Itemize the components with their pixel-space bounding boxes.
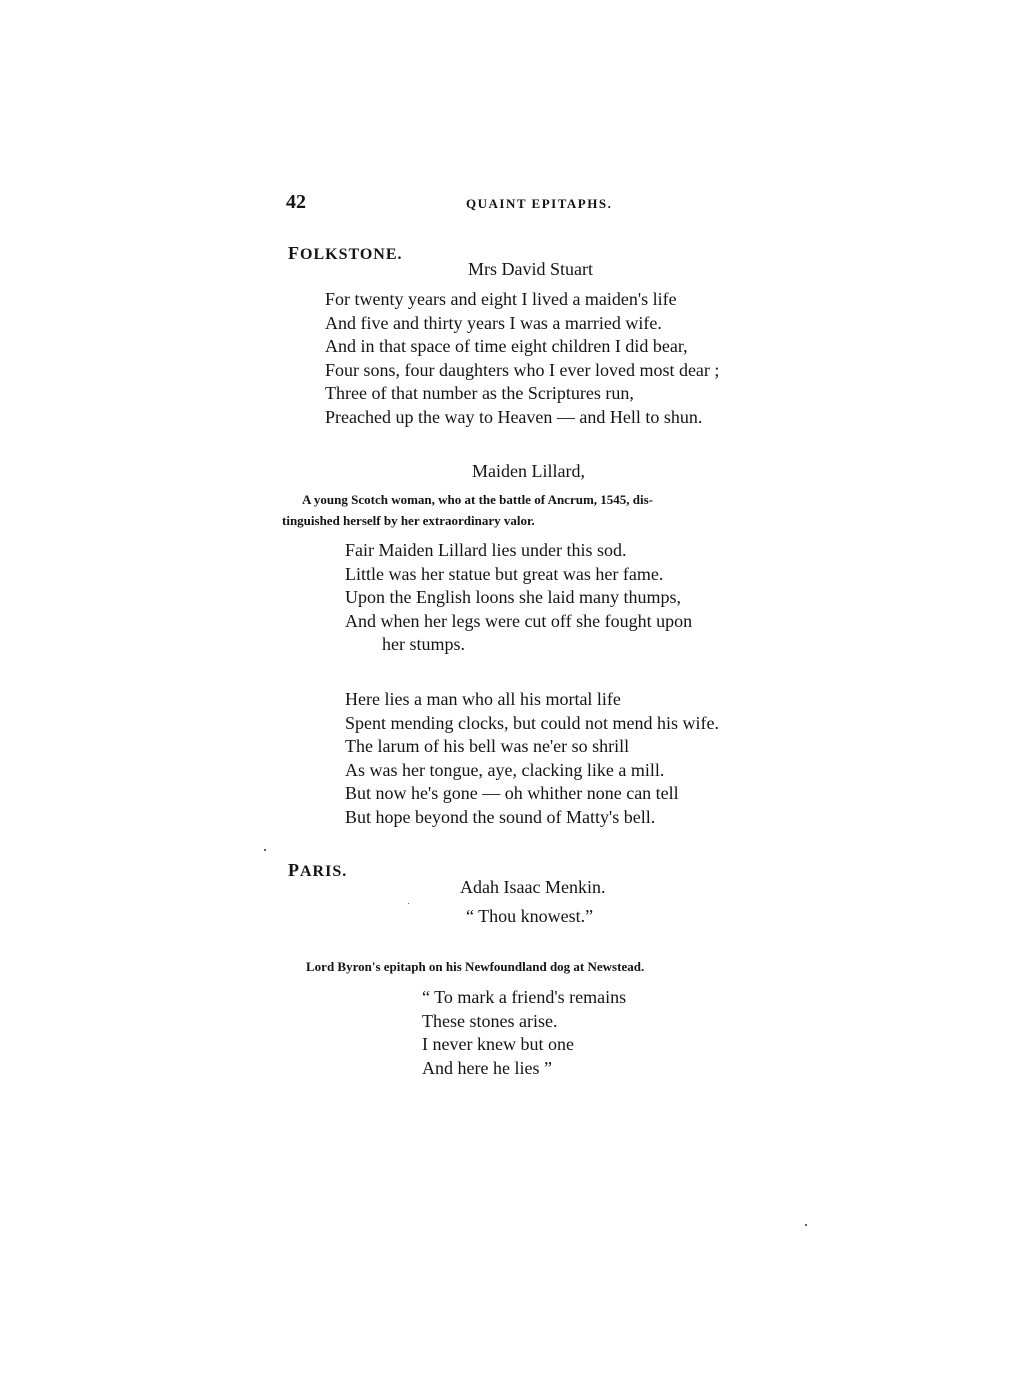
verse-line: Four sons, four daughters who I ever loved most dear ; <box>325 359 720 380</box>
verse-line: And five and thirty years I was a married wife. <box>325 312 662 333</box>
verse-lillard <box>345 539 692 657</box>
byron-note: Lord Byron's epitaph on his Newfoundland dog at Newstead. <box>306 959 645 974</box>
verse-line: Fair Maiden Lillard lies under this sod. <box>345 540 627 560</box>
scan-speck <box>408 903 409 904</box>
verse-line: I never knew but one <box>422 1034 574 1055</box>
verse-line: Spent mending clocks, but could not mend his wife. <box>345 712 719 733</box>
verse-line: And here he lies ” <box>422 1057 552 1078</box>
verse-line: For twenty years and eight I lived a maiden's life <box>325 289 677 309</box>
verse-line: Little was her statue but great was her fame. <box>345 563 664 584</box>
verse-line: “ To mark a friend's remains <box>422 987 627 1007</box>
place-heading-folkstone: FOLKSTONE. <box>288 243 403 263</box>
verse-line: And in that space of time eight children I did bear, <box>325 336 688 357</box>
lillard-note-line: tinguished herself by her extraordinary valor. <box>282 513 535 528</box>
verse-line: Three of that number as the Scriptures run, <box>325 383 634 404</box>
verse-clockmaker <box>345 688 719 830</box>
verse-line: Preached up the way to Heaven — and Hell to shun. <box>325 406 703 427</box>
scan-speck <box>264 849 266 851</box>
verse-stuart <box>325 288 719 430</box>
scan-speck <box>805 1224 807 1226</box>
verse-line: The larum of his bell was ne'er so shrill <box>345 736 630 757</box>
page-number: 42 <box>286 191 306 213</box>
running-title: QUAINT EPITAPHS. <box>466 196 613 211</box>
verse-line: These stones arise. <box>422 1010 558 1031</box>
verse-line: But now he's gone — oh whither none can tell <box>345 783 679 804</box>
verse-line: But hope beyond the sound of Matty's bell. <box>345 806 656 827</box>
epitaph-name-lillard: Maiden Lillard, <box>472 461 585 481</box>
lillard-note-line: A young Scotch woman, who at the battle of Ancrum, 1545, dis- <box>302 492 654 507</box>
epitaph-name-stuart: Mrs David Stuart <box>468 259 593 279</box>
verse-line: Here lies a man who all his mortal life <box>345 689 621 709</box>
verse-line: Upon the English loons she laid many thumps, <box>345 587 681 608</box>
verse-line: And when her legs were cut off she fought upon <box>345 610 693 631</box>
place-heading-paris: PARIS. <box>288 860 348 880</box>
verse-line: As was her tongue, aye, clacking like a mill. <box>345 759 665 780</box>
epitaph-motto-menkin: “ Thou knowest.” <box>466 906 594 926</box>
verse-byron <box>422 986 626 1080</box>
epitaph-name-menkin: Adah Isaac Menkin. <box>460 877 606 897</box>
verse-line-continuation: her stumps. <box>382 634 465 655</box>
